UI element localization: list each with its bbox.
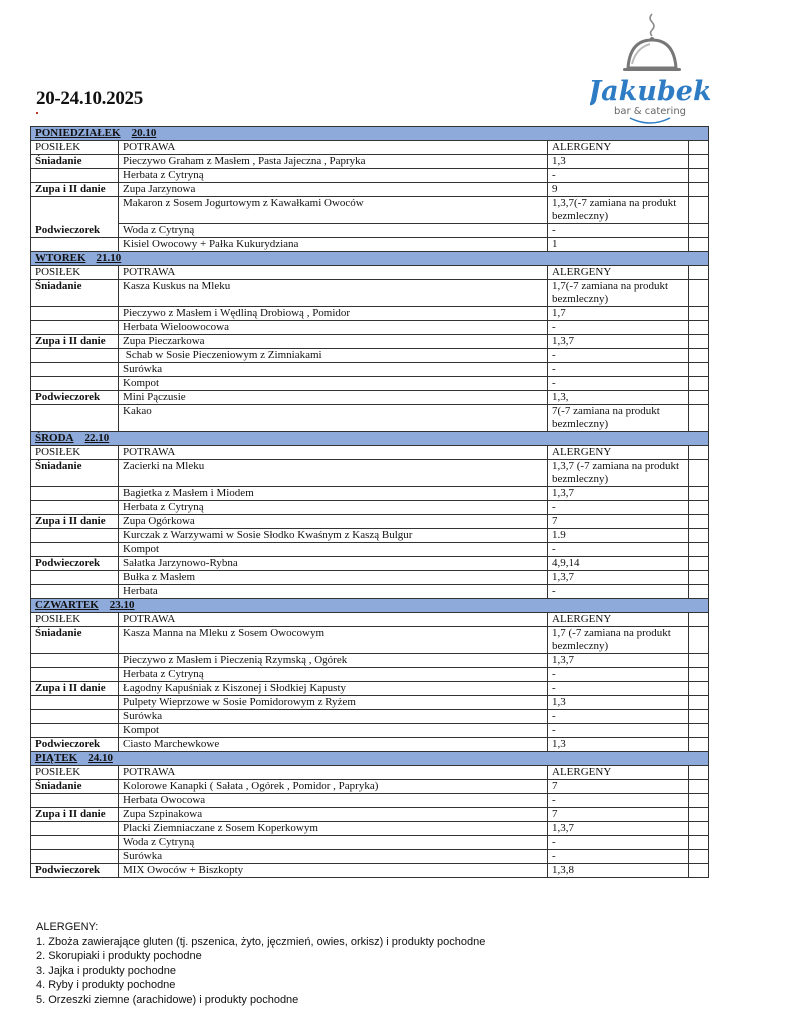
allergen-codes: 1,7 <box>548 307 689 321</box>
empty-cell <box>689 391 709 405</box>
dish-name: Herbata z Cytryną <box>119 668 548 682</box>
day-header-row <box>31 432 709 446</box>
allergen-codes: 1,3,7(-7 zamiana na produkt bezmleczny) <box>548 197 689 224</box>
dish-name: Surówka <box>119 850 548 864</box>
dish-name: Pieczywo z Masłem i Pieczenią Rzymską , Ogórek <box>119 654 548 668</box>
allergen-codes: - <box>548 349 689 363</box>
meal-label: Śniadanie <box>31 780 119 794</box>
column-header-meal: POSIŁEK <box>31 613 119 627</box>
allergen-codes: 1,7(-7 zamiana na produkt bezmleczny) <box>548 280 689 307</box>
day-name: CZWARTEK <box>35 599 99 611</box>
menu-row <box>31 571 709 585</box>
dish-name: Kisiel Owocowy + Pałka Kukurydziana <box>119 238 548 252</box>
dish-name: Łagodny Kapuśniak z Kiszonej i Słodkiej Kapusty <box>119 682 548 696</box>
empty-cell <box>689 696 709 710</box>
allergen-codes: 1,7 (-7 zamiana na produkt bezmleczny) <box>548 627 689 654</box>
day-header <box>31 252 709 266</box>
menu-row <box>31 515 709 529</box>
allergen-codes: 1,3,7 <box>548 654 689 668</box>
column-header-row <box>31 266 709 280</box>
menu-row <box>31 155 709 169</box>
allergen-codes: 1.9 <box>548 529 689 543</box>
dish-name: Herbata <box>119 585 548 599</box>
allergen-codes: - <box>548 794 689 808</box>
column-header-dish: POTRAWA <box>119 446 548 460</box>
day-header <box>31 599 709 613</box>
empty-cell <box>689 627 709 654</box>
day-header-row <box>31 127 709 141</box>
meal-label: Podwieczorek <box>31 557 119 571</box>
dish-name: Herbata z Cytryną <box>119 169 548 183</box>
menu-row <box>31 224 709 238</box>
column-header-allergens: ALERGENY <box>548 141 689 155</box>
dish-name: MIX Owoców + Biszkopty <box>119 864 548 878</box>
empty-cell <box>689 571 709 585</box>
menu-row <box>31 307 709 321</box>
column-header-allergens: ALERGENY <box>548 766 689 780</box>
dish-name: Kolorowe Kanapki ( Sałata , Ogórek , Pomidor , Papryka) <box>119 780 548 794</box>
menu-row <box>31 557 709 571</box>
empty-cell <box>689 335 709 349</box>
menu-row <box>31 321 709 335</box>
empty-cell <box>689 377 709 391</box>
dish-name: Kompot <box>119 724 548 738</box>
allergen-codes: 1,3, <box>548 391 689 405</box>
menu-row <box>31 627 709 654</box>
empty-cell <box>689 557 709 571</box>
allergen-codes: - <box>548 169 689 183</box>
dish-name: Placki Ziemniaczane z Sosem Koperkowym <box>119 822 548 836</box>
menu-row <box>31 377 709 391</box>
menu-row <box>31 864 709 878</box>
empty-cell <box>689 266 709 280</box>
dish-name: Zacierki na Mleku <box>119 460 548 487</box>
menu-row <box>31 391 709 405</box>
empty-cell <box>689 738 709 752</box>
empty-cell <box>689 183 709 197</box>
meal-label <box>31 377 119 391</box>
meal-label <box>31 710 119 724</box>
empty-cell <box>689 668 709 682</box>
menu-row <box>31 183 709 197</box>
menu-row <box>31 780 709 794</box>
empty-cell <box>689 836 709 850</box>
empty-cell <box>689 487 709 501</box>
dish-name: Ciasto Marchewkowe <box>119 738 548 752</box>
empty-cell <box>689 543 709 557</box>
dish-name: Kakao <box>119 405 548 432</box>
company-logo <box>590 8 710 126</box>
day-header <box>31 127 709 141</box>
allergen-codes: - <box>548 850 689 864</box>
menu-row <box>31 487 709 501</box>
allergen-codes: - <box>548 224 689 238</box>
day-header-row <box>31 599 709 613</box>
menu-row <box>31 197 709 224</box>
meal-label <box>31 363 119 377</box>
day-name: ŚRODA <box>35 432 74 444</box>
column-header-meal: POSIŁEK <box>31 141 119 155</box>
dish-name: Herbata z Cytryną <box>119 501 548 515</box>
empty-cell <box>689 307 709 321</box>
dish-name: Mini Pączusie <box>119 391 548 405</box>
empty-cell <box>689 585 709 599</box>
meal-label: Podwieczorek <box>31 738 119 752</box>
empty-cell <box>689 280 709 307</box>
day-date: 20.10 <box>131 127 157 139</box>
allergen-codes: 9 <box>548 183 689 197</box>
column-header-row <box>31 766 709 780</box>
dish-name: Herbata Wieloowocowa <box>119 321 548 335</box>
weekly-menu-table <box>30 126 709 878</box>
empty-cell <box>689 515 709 529</box>
dish-name: Zupa Pieczarkowa <box>119 335 548 349</box>
logo-tagline: bar & catering <box>613 106 687 117</box>
meal-label: Zupa i II danie <box>31 682 119 696</box>
allergen-codes: - <box>548 668 689 682</box>
allergen-codes: 1,3 <box>548 738 689 752</box>
menu-row <box>31 335 709 349</box>
allergen-codes: 1 <box>548 238 689 252</box>
meal-label <box>31 169 119 183</box>
dish-name: Kompot <box>119 377 548 391</box>
meal-label <box>31 696 119 710</box>
allergen-codes: - <box>548 543 689 557</box>
empty-cell <box>689 766 709 780</box>
allergen-codes: - <box>548 321 689 335</box>
legend-title: ALERGENY: <box>36 921 99 933</box>
menu-row <box>31 696 709 710</box>
meal-label <box>31 836 119 850</box>
day-header-row <box>31 252 709 266</box>
column-header-row <box>31 613 709 627</box>
allergen-codes: - <box>548 377 689 391</box>
menu-row <box>31 585 709 599</box>
meal-label: Zupa i II danie <box>31 808 119 822</box>
allergen-codes: 1,3,7 (-7 zamiana na produkt bezmleczny) <box>548 460 689 487</box>
meal-label <box>31 197 119 224</box>
meal-label <box>31 585 119 599</box>
empty-cell <box>689 780 709 794</box>
menu-row <box>31 238 709 252</box>
dish-name: Herbata Owocowa <box>119 794 548 808</box>
menu-row <box>31 682 709 696</box>
empty-cell <box>689 446 709 460</box>
allergen-codes: 1,3 <box>548 155 689 169</box>
menu-row <box>31 836 709 850</box>
empty-cell <box>689 654 709 668</box>
menu-row <box>31 169 709 183</box>
allergen-codes: 7 <box>548 808 689 822</box>
day-date: 24.10 <box>88 752 113 764</box>
allergen-codes: 1,3,7 <box>548 335 689 349</box>
empty-cell <box>689 613 709 627</box>
dish-name: Bułka z Masłem <box>119 571 548 585</box>
meal-label: Zupa i II danie <box>31 183 119 197</box>
legend-item: 3. Jajka i produkty pochodne <box>36 964 177 977</box>
dish-name: Zupa Szpinakowa <box>119 808 548 822</box>
allergen-codes: 7 <box>548 515 689 529</box>
allergen-codes: - <box>548 363 689 377</box>
empty-cell <box>689 141 709 155</box>
allergen-codes: 1,3,7 <box>548 487 689 501</box>
dish-name: Pieczywo Graham z Masłem , Pasta Jajeczna , Papryka <box>119 155 548 169</box>
day-date: 22.10 <box>84 432 110 444</box>
menu-row <box>31 280 709 307</box>
allergen-codes: - <box>548 501 689 515</box>
meal-label <box>31 529 119 543</box>
menu-row <box>31 349 709 363</box>
menu-row <box>31 738 709 752</box>
stray-dot <box>36 112 38 114</box>
menu-row <box>31 501 709 515</box>
dish-name: Kasza Kuskus na Mleku <box>119 280 548 307</box>
meal-label <box>31 850 119 864</box>
menu-row <box>31 543 709 557</box>
allergen-codes: 7 <box>548 780 689 794</box>
legend-item: 2. Skorupiaki i produkty pochodne <box>36 950 202 962</box>
empty-cell <box>689 682 709 696</box>
dish-name: Zupa Jarzynowa <box>119 183 548 197</box>
column-header-row <box>31 141 709 155</box>
allergen-legend <box>36 920 485 1007</box>
empty-cell <box>689 405 709 432</box>
allergen-codes: - <box>548 836 689 850</box>
meal-label: Podwieczorek <box>31 391 119 405</box>
dish-name: Sałatka Jarzynowo-Rybna <box>119 557 548 571</box>
meal-label <box>31 543 119 557</box>
empty-cell <box>689 197 709 224</box>
empty-cell <box>689 822 709 836</box>
dish-name: Surówka <box>119 710 548 724</box>
menu-row <box>31 668 709 682</box>
column-header-meal: POSIŁEK <box>31 766 119 780</box>
column-header-row <box>31 446 709 460</box>
dish-name: Pieczywo z Masłem i Wędliną Drobiową , Pomidor <box>119 307 548 321</box>
legend-item: 1. Zboża zawierające gluten (tj. pszenica, żyto, jęczmień, owies, orkisz) i produkty pochodne <box>36 935 486 948</box>
column-header-allergens: ALERGENY <box>548 613 689 627</box>
column-header-dish: POTRAWA <box>119 141 548 155</box>
meal-label <box>31 487 119 501</box>
meal-label <box>31 654 119 668</box>
meal-label <box>31 668 119 682</box>
meal-label: Śniadanie <box>31 155 119 169</box>
allergen-codes: - <box>548 710 689 724</box>
dish-name: Makaron z Sosem Jogurtowym z Kawałkami Owoców <box>119 197 548 224</box>
day-name: WTOREK <box>35 252 86 264</box>
empty-cell <box>689 224 709 238</box>
dish-name: Kasza Manna na Mleku z Sosem Owocowym <box>119 627 548 654</box>
menu-row <box>31 405 709 432</box>
menu-row <box>31 710 709 724</box>
empty-cell <box>689 850 709 864</box>
menu-row <box>31 850 709 864</box>
dish-name: Kompot <box>119 543 548 557</box>
menu-row <box>31 460 709 487</box>
menu-row <box>31 724 709 738</box>
logo-brand: Jakubek <box>590 76 710 107</box>
empty-cell <box>689 794 709 808</box>
meal-label: Podwieczorek <box>31 224 119 238</box>
dish-name: Kurczak z Warzywami w Sosie Słodko Kwaśnym z Kaszą Bulgur <box>119 529 548 543</box>
empty-cell <box>689 529 709 543</box>
dish-name: Schab w Sosie Pieczeniowym z Zimniakami <box>119 349 548 363</box>
menu-row <box>31 822 709 836</box>
column-header-dish: POTRAWA <box>119 766 548 780</box>
legend-item: 4. Ryby i produkty pochodne <box>36 979 176 991</box>
empty-cell <box>689 321 709 335</box>
menu-row <box>31 808 709 822</box>
meal-label: Śniadanie <box>31 460 119 487</box>
meal-label <box>31 501 119 515</box>
allergen-codes: 7(-7 zamiana na produkt bezmleczny) <box>548 405 689 432</box>
day-header <box>31 432 709 446</box>
empty-cell <box>689 501 709 515</box>
meal-label: Śniadanie <box>31 627 119 654</box>
allergen-codes: 1,3,8 <box>548 864 689 878</box>
empty-cell <box>689 808 709 822</box>
menu-row <box>31 794 709 808</box>
empty-cell <box>689 238 709 252</box>
allergen-codes: 1,3 <box>548 696 689 710</box>
empty-cell <box>689 460 709 487</box>
allergen-codes: 1,3,7 <box>548 571 689 585</box>
legend-item: 5. Orzeszki ziemne (arachidowe) i produkty pochodne <box>36 993 299 1006</box>
allergen-codes: 4,9,14 <box>548 557 689 571</box>
empty-cell <box>689 349 709 363</box>
allergen-codes: 1,3,7 <box>548 822 689 836</box>
column-header-allergens: ALERGENY <box>548 446 689 460</box>
empty-cell <box>689 724 709 738</box>
date-range-title: 20-24.10.2025 <box>36 88 143 109</box>
day-name: PONIEDZIAŁEK <box>35 127 121 139</box>
dish-name: Surówka <box>119 363 548 377</box>
column-header-meal: POSIŁEK <box>31 446 119 460</box>
cloche-icon <box>590 8 710 126</box>
column-header-meal: POSIŁEK <box>31 266 119 280</box>
allergen-codes: - <box>548 724 689 738</box>
dish-name: Bagietka z Masłem i Miodem <box>119 487 548 501</box>
meal-label <box>31 724 119 738</box>
column-header-dish: POTRAWA <box>119 266 548 280</box>
dish-name: Woda z Cytryną <box>119 836 548 850</box>
day-date: 23.10 <box>109 599 135 611</box>
dish-name: Pulpety Wieprzowe w Sosie Pomidorowym z Ryżem <box>119 696 548 710</box>
dish-name: Woda z Cytryną <box>119 224 548 238</box>
meal-label <box>31 321 119 335</box>
day-name: PIĄTEK <box>35 752 78 764</box>
meal-label: Śniadanie <box>31 280 119 307</box>
meal-label <box>31 349 119 363</box>
meal-label <box>31 794 119 808</box>
day-date: 21.10 <box>96 252 122 264</box>
meal-label: Podwieczorek <box>31 864 119 878</box>
allergen-codes: - <box>548 585 689 599</box>
meal-label: Zupa i II danie <box>31 335 119 349</box>
menu-row <box>31 654 709 668</box>
empty-cell <box>689 864 709 878</box>
dish-name: Zupa Ogórkowa <box>119 515 548 529</box>
empty-cell <box>689 155 709 169</box>
empty-cell <box>689 169 709 183</box>
column-header-dish: POTRAWA <box>119 613 548 627</box>
empty-cell <box>689 363 709 377</box>
meal-label <box>31 822 119 836</box>
meal-label <box>31 238 119 252</box>
meal-label <box>31 405 119 432</box>
day-header <box>31 752 709 766</box>
meal-label <box>31 571 119 585</box>
menu-row <box>31 529 709 543</box>
meal-label <box>31 307 119 321</box>
day-header-row <box>31 752 709 766</box>
column-header-allergens: ALERGENY <box>548 266 689 280</box>
meal-label: Zupa i II danie <box>31 515 119 529</box>
empty-cell <box>689 710 709 724</box>
menu-row <box>31 363 709 377</box>
allergen-codes: - <box>548 682 689 696</box>
